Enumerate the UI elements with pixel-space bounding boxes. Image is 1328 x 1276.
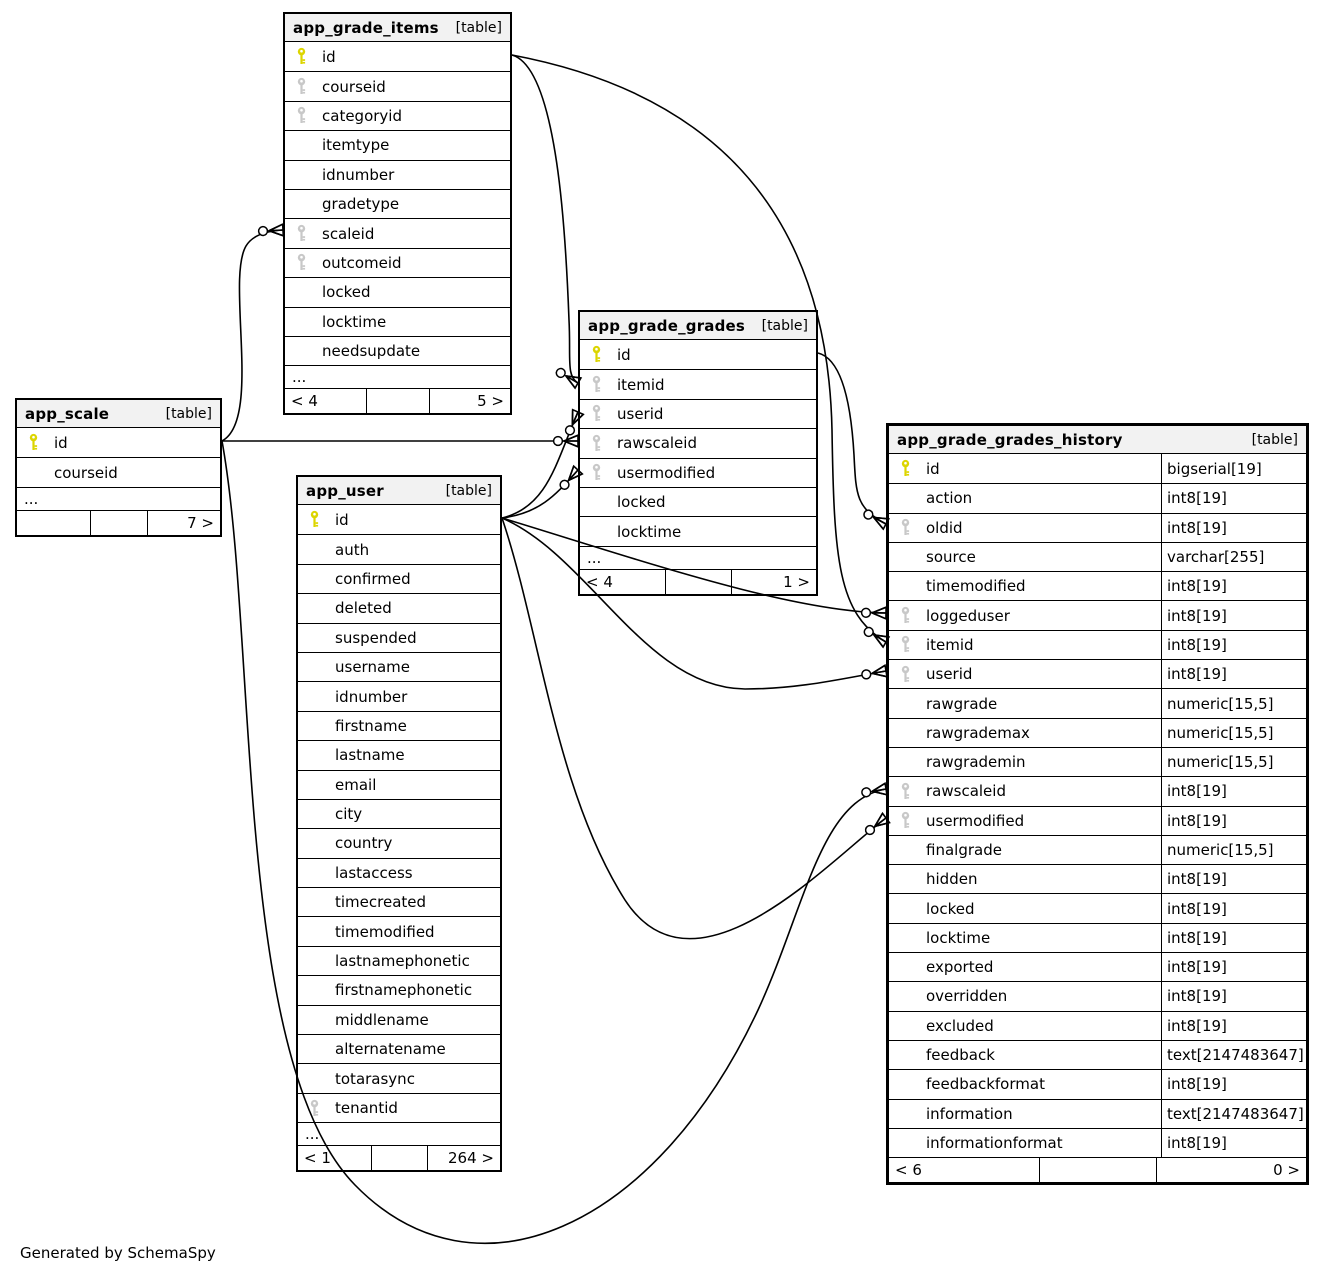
column-type: int8[19]: [1161, 514, 1306, 542]
column-name: auth: [335, 540, 370, 559]
column-row-auth: [298, 534, 500, 563]
column-name: id: [54, 433, 68, 452]
more-columns-row: [17, 487, 220, 510]
column-type: int8[19]: [1161, 865, 1306, 893]
column-row-locked: [285, 277, 510, 306]
column-row-timemodified: [298, 916, 500, 945]
foreign-key-icon: [898, 635, 913, 654]
footer-parents-count: 264 >: [427, 1146, 500, 1170]
column-name: lastaccess: [335, 863, 413, 882]
column-name: ...: [292, 368, 307, 387]
table-app_scale[interactable]: [15, 398, 222, 537]
column-row-rawgrade: [889, 688, 1306, 717]
column-row-action: [889, 483, 1306, 512]
column-row-deleted: [298, 593, 500, 622]
column-name: userid: [617, 404, 664, 423]
footer-children-count: < 4: [586, 572, 613, 591]
table-type-tag: [table]: [445, 482, 492, 499]
column-type: int8[19]: [1161, 953, 1306, 981]
column-row-rawscaleid: [580, 428, 816, 457]
column-row-feedbackformat: [889, 1069, 1306, 1098]
column-name: middlename: [335, 1010, 429, 1029]
column-row-outcomeid: [285, 248, 510, 277]
column-row-lastname: [298, 740, 500, 769]
relation-app_grade_items-to-app_grade_grades-itemid: [512, 55, 578, 383]
footer-parents-count: 0 >: [1156, 1158, 1306, 1182]
column-type: int8[19]: [1161, 601, 1306, 629]
column-row-exported: [889, 952, 1306, 981]
table-footer: [285, 388, 510, 413]
column-row-gradetype: [285, 189, 510, 218]
column-name: exported: [926, 958, 994, 977]
footer-middle-cell: [665, 570, 731, 594]
column-name: locked: [322, 283, 371, 302]
foreign-key-icon: [589, 434, 604, 453]
table-header[interactable]: [17, 400, 220, 428]
column-name: timemodified: [335, 922, 435, 941]
column-type: int8[19]: [1161, 1012, 1306, 1040]
footer-parents-count: 1 >: [731, 570, 816, 594]
primary-key-icon: [294, 47, 309, 66]
column-name: itemtype: [322, 136, 390, 155]
column-row-oldid: [889, 513, 1306, 542]
column-name: courseid: [54, 463, 118, 482]
column-row-locked: [580, 487, 816, 516]
relation-app_user-to-app_grade_grades-usermodified: [502, 470, 578, 518]
relation-app_user-to-app_grade_grades-userid: [502, 412, 578, 518]
column-type: int8[19]: [1161, 484, 1306, 512]
column-type: int8[19]: [1161, 1070, 1306, 1098]
table-title[interactable]: app_grade_items: [293, 18, 439, 37]
primary-key-icon: [26, 433, 41, 452]
column-row-tenantid: [298, 1093, 500, 1122]
column-name: outcomeid: [322, 253, 402, 272]
column-row-categoryid: [285, 101, 510, 130]
column-name: gradetype: [322, 195, 400, 214]
column-row-timemodified: [889, 571, 1306, 600]
table-footer: [580, 569, 816, 594]
column-row-country: [298, 828, 500, 857]
column-type: int8[19]: [1161, 924, 1306, 952]
column-name: deleted: [335, 599, 392, 618]
table-type-tag: [table]: [761, 317, 808, 334]
column-row-idnumber: [285, 160, 510, 189]
column-name: action: [926, 489, 973, 508]
column-name: city: [335, 805, 363, 824]
column-row-feedback: [889, 1040, 1306, 1069]
column-row-timecreated: [298, 887, 500, 916]
table-app_grade_items[interactable]: [283, 12, 512, 415]
column-name: feedbackformat: [926, 1075, 1045, 1094]
foreign-key-icon: [307, 1099, 322, 1118]
column-name: rawscaleid: [617, 434, 697, 453]
column-name: locktime: [322, 312, 387, 331]
footer-middle-cell: [371, 1146, 428, 1170]
column-name: ...: [587, 548, 602, 567]
column-name: itemid: [617, 375, 665, 394]
foreign-key-icon: [898, 665, 913, 684]
column-row-itemid: [580, 369, 816, 398]
column-type: numeric[15,5]: [1161, 689, 1306, 717]
table-header[interactable]: [298, 477, 500, 505]
column-row-totarasync: [298, 1063, 500, 1092]
column-row-username: [298, 652, 500, 681]
column-row-id: [580, 340, 816, 369]
column-name: rawgrademin: [926, 753, 1026, 772]
column-row-firstname: [298, 711, 500, 740]
column-row-rawgrademax: [889, 718, 1306, 747]
column-type: numeric[15,5]: [1161, 748, 1306, 776]
column-name: locked: [617, 493, 666, 512]
column-name: itemid: [926, 635, 974, 654]
foreign-key-icon: [898, 518, 913, 537]
footer-middle-cell: [1039, 1158, 1156, 1182]
column-row-source: [889, 542, 1306, 571]
more-columns-row: [298, 1122, 500, 1145]
table-title[interactable]: app_scale: [25, 404, 110, 423]
column-row-lastnamephonetic: [298, 946, 500, 975]
footer-children-count: [17, 511, 90, 535]
column-row-excluded: [889, 1011, 1306, 1040]
foreign-key-icon: [589, 375, 604, 394]
column-name: categoryid: [322, 106, 402, 125]
column-row-itemtype: [285, 130, 510, 159]
column-row-finalgrade: [889, 835, 1306, 864]
column-type: int8[19]: [1161, 572, 1306, 600]
table-footer: [298, 1145, 500, 1170]
column-name: courseid: [322, 77, 386, 96]
relation-app_scale-to-app_grade_items-scaleid: [222, 230, 283, 441]
foreign-key-icon: [589, 404, 604, 423]
column-name: ...: [24, 489, 39, 508]
column-row-locktime: [580, 516, 816, 545]
column-row-usermodified: [889, 806, 1306, 835]
column-row-courseid: [17, 457, 220, 486]
column-row-hidden: [889, 864, 1306, 893]
foreign-key-icon: [898, 606, 913, 625]
table-header[interactable]: [285, 14, 510, 42]
column-row-needsupdate: [285, 336, 510, 365]
column-type: int8[19]: [1161, 777, 1306, 805]
column-name: lastnamephonetic: [335, 952, 470, 971]
column-row-id: [17, 428, 220, 457]
column-name: source: [926, 548, 976, 567]
column-type: numeric[15,5]: [1161, 719, 1306, 747]
table-header[interactable]: [889, 426, 1306, 454]
column-row-rawgrademin: [889, 747, 1306, 776]
column-name: informationformat: [926, 1133, 1063, 1152]
column-name: firstname: [335, 716, 407, 735]
column-name: tenantid: [335, 1099, 398, 1117]
column-row-locktime: [285, 307, 510, 336]
column-row-rawscaleid: [889, 776, 1306, 805]
column-row-id: [889, 454, 1306, 483]
column-name: locktime: [926, 928, 991, 947]
table-header[interactable]: [580, 312, 816, 340]
column-name: excluded: [926, 1016, 994, 1035]
column-name: firstnamephonetic: [335, 981, 473, 1000]
column-row-locktime: [889, 923, 1306, 952]
footer-children-count: < 1: [304, 1149, 331, 1168]
primary-key-icon: [589, 345, 604, 364]
column-row-firstnamephonetic: [298, 975, 500, 1004]
column-row-overridden: [889, 981, 1306, 1010]
column-type: bigserial[19]: [1161, 454, 1306, 483]
column-name: idnumber: [335, 687, 408, 706]
column-name: rawgrade: [926, 694, 998, 713]
column-row-id: [298, 505, 500, 534]
table-title[interactable]: app_user: [306, 481, 384, 500]
table-title[interactable]: app_grade_grades: [588, 316, 746, 335]
column-name: information: [926, 1104, 1013, 1123]
column-type: int8[19]: [1161, 1129, 1306, 1157]
column-type: int8[19]: [1161, 660, 1306, 688]
column-name: id: [617, 345, 631, 364]
column-name: email: [335, 775, 377, 794]
column-row-locked: [889, 893, 1306, 922]
column-name: suspended: [335, 628, 417, 647]
footer-children-count: < 6: [895, 1161, 922, 1180]
column-type: int8[19]: [1161, 807, 1306, 835]
table-type-tag: [table]: [1251, 431, 1298, 448]
foreign-key-icon: [294, 77, 309, 96]
footer-children-count: < 4: [291, 392, 318, 411]
column-name: rawgrademax: [926, 723, 1030, 742]
column-type: text[2147483647]: [1161, 1100, 1306, 1128]
column-row-alternatename: [298, 1034, 500, 1063]
table-app_grade_grades_history[interactable]: [886, 423, 1309, 1185]
column-name: rawscaleid: [926, 782, 1006, 801]
more-columns-row: [580, 546, 816, 569]
column-type: numeric[15,5]: [1161, 836, 1306, 864]
column-name: scaleid: [322, 224, 375, 243]
column-row-middlename: [298, 1005, 500, 1034]
column-type: text[2147483647]: [1161, 1041, 1306, 1069]
table-title[interactable]: app_grade_grades_history: [897, 430, 1123, 449]
footer-middle-cell: [366, 389, 429, 413]
column-row-itemid: [889, 630, 1306, 659]
column-name: timemodified: [926, 577, 1026, 596]
column-row-loggeduser: [889, 600, 1306, 629]
footer-parents-count: 7 >: [147, 511, 220, 535]
column-name: country: [335, 834, 393, 853]
column-name: usermodified: [617, 463, 716, 482]
column-name: locked: [926, 899, 975, 918]
column-name: id: [335, 510, 349, 529]
column-row-suspended: [298, 623, 500, 652]
relation-app_grade_grades-to-app_grade_grades_history-oldid: [818, 353, 886, 524]
column-name: timecreated: [335, 893, 427, 912]
column-name: confirmed: [335, 569, 411, 588]
foreign-key-icon: [898, 811, 913, 830]
more-columns-row: [285, 365, 510, 388]
column-row-courseid: [285, 71, 510, 100]
column-name: oldid: [926, 518, 963, 537]
table-type-tag: [table]: [165, 405, 212, 422]
column-row-lastaccess: [298, 858, 500, 887]
primary-key-icon: [898, 459, 913, 478]
column-name: loggeduser: [926, 606, 1010, 625]
column-name: id: [926, 459, 940, 478]
column-row-email: [298, 770, 500, 799]
column-row-informationformat: [889, 1128, 1306, 1157]
column-type: varchar[255]: [1161, 543, 1306, 571]
column-type: int8[19]: [1161, 982, 1306, 1010]
column-name: userid: [926, 665, 973, 684]
foreign-key-icon: [294, 224, 309, 243]
column-row-userid: [580, 399, 816, 428]
column-name: finalgrade: [926, 841, 1002, 859]
table-app_grade_grades[interactable]: [578, 310, 818, 596]
column-name: overridden: [926, 987, 1008, 1006]
foreign-key-icon: [898, 782, 913, 801]
column-name: id: [322, 47, 336, 66]
foreign-key-icon: [294, 253, 309, 272]
column-name: locktime: [617, 522, 682, 541]
column-type: int8[19]: [1161, 631, 1306, 659]
column-type: int8[19]: [1161, 894, 1306, 922]
column-name: ...: [305, 1125, 320, 1144]
schemaspy-credit: Generated by SchemaSpy: [20, 1244, 216, 1262]
table-footer: [17, 510, 220, 535]
column-row-scaleid: [285, 218, 510, 247]
column-row-usermodified: [580, 458, 816, 487]
column-name: lastname: [335, 746, 405, 765]
column-name: hidden: [926, 870, 978, 889]
column-name: username: [335, 658, 410, 677]
footer-parents-count: 5 >: [429, 389, 510, 413]
column-row-information: [889, 1099, 1306, 1128]
primary-key-icon: [307, 510, 322, 529]
footer-middle-cell: [90, 511, 147, 535]
column-name: totarasync: [335, 1069, 415, 1088]
column-row-id: [285, 42, 510, 71]
column-row-confirmed: [298, 564, 500, 593]
column-name: alternatename: [335, 1040, 446, 1059]
table-app_user[interactable]: [296, 475, 502, 1172]
foreign-key-icon: [589, 463, 604, 482]
column-row-idnumber: [298, 681, 500, 710]
column-name: needsupdate: [322, 342, 421, 361]
column-row-userid: [889, 659, 1306, 688]
column-name: feedback: [926, 1046, 995, 1065]
table-footer: [889, 1157, 1306, 1182]
foreign-key-icon: [294, 106, 309, 125]
table-type-tag: [table]: [455, 19, 502, 36]
column-name: idnumber: [322, 165, 395, 184]
column-name: usermodified: [926, 811, 1025, 830]
column-row-city: [298, 799, 500, 828]
